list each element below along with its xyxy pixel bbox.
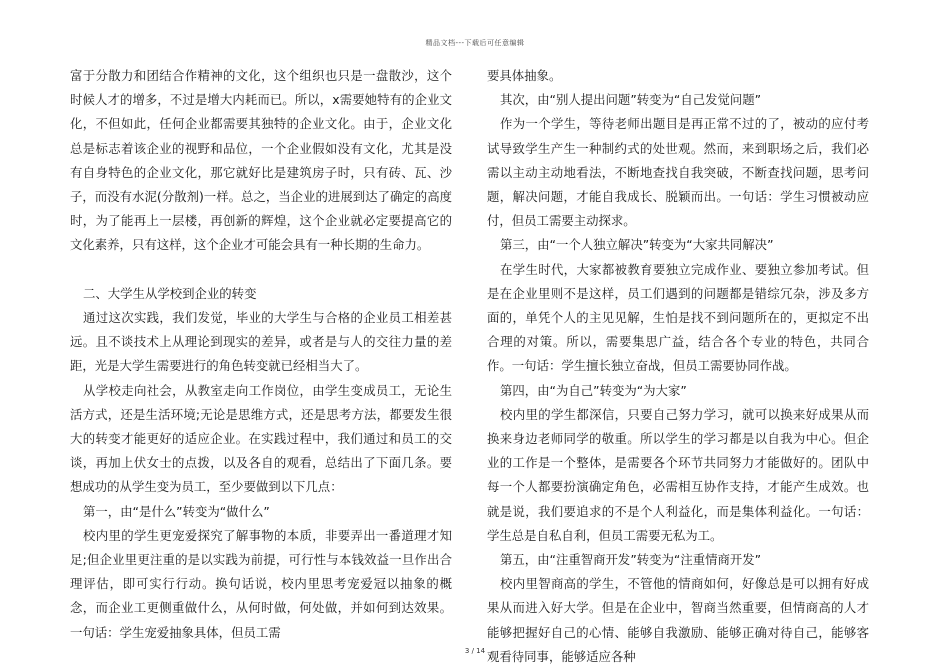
section-heading: 二、大学生从学校到企业的转变 xyxy=(83,285,257,301)
paragraph: 作为一个学生，等待老师出题目是再正常不过的了，被动的应付考试导致学生产生一种制约式的处世观。然而，来到职场之后，我们必需以主动主动地看法，不断地查找自我突破，不断查找问题，思考问题，解决问题，才能自我成长、脱颖而出。一句话：学生习惯被动应付，但员工需要主动探求。 xyxy=(487,116,869,229)
paragraph: 富于分散力和团结合作精神的文化，这个组织也只是一盘散沙，这个时候人才的增多，不过是增大内耗而已。所以，x需要她特有的企业文化，不但如此，任何企业都需要其独特的企业文化。由于，企业文化总是标志着该企业的视野和品位，一个企业假如没有文化，尤其是没有自身特色的企业文化，那它就好比是建筑房子时，只有砖、瓦、沙子，而没有水泥(分散剂)一样。总之，当企业的进展到达了确定的高度时，为了能再上一层楼，再创新的辉煌，这个企业就必定要提高它的文化素养，只有这样，这个企业才可能会具有一种长期的生命力。 xyxy=(70,68,452,253)
subheading: 第三，由“一个人独立解决”转变为“大家共同解决” xyxy=(500,237,774,253)
paragraph: 校内里的学生更宠爱探究了解事物的本质，非要弄出一番道理才知足;但企业里更注重的是以实践为前提，可行性与本钱效益一旦作出合理评估，即可实行行动。换句话说，校内里思考宠爱冠以抽象的概念，而企业工更侧重做什么，从何时做，何处做，并如何到达效果。一句话：学生宠爱抽象具体，但员工需 xyxy=(70,527,452,640)
subheading: 其次，由“别人提出问题”转变为“自己发觉问题” xyxy=(500,92,762,108)
subheading: 第五，由“注重智商开发”转变为“注重情商开发” xyxy=(500,552,762,568)
paragraph: 通过这次实践，我们发觉，毕业的大学生与合格的企业员工相差甚远。且不谈技术上从理论到现实的差异，或者是与人的交往力量的差距，光是大学生需要进行的角色转变就已经相当大了。 xyxy=(70,310,452,374)
paragraph-gap xyxy=(70,258,452,282)
page-number: 3 / 14 xyxy=(464,647,486,655)
paragraph: 要具体抽象。 xyxy=(487,68,562,83)
left-column xyxy=(70,64,452,645)
subheading: 第四，由“为自己”转变为“为大家” xyxy=(500,382,687,398)
paragraph: 校内里智商高的学生，不管他的情商如何，好像总是可以拥有好成果从而进入好大学。但是在企业中，智商当然重要，但情商高的人才能够把握好自己的心情、能够自我激励、能够正确对待自己，能够客观看待同事，能够适应各种 xyxy=(487,576,869,664)
subheading: 第一，由“是什么”转变为“做什么” xyxy=(83,503,270,519)
page-header: 精品文档---下载后可任意编辑 xyxy=(425,39,525,47)
paragraph: 从学校走向社会，从教室走向工作岗位，由学生变成员工，无论生活方式，还是生活环境;无论是思维方式，还是思考方法，都要发生很大的转变才能更好的适应企业。在实践过程中，我们通过和员工的交谈，再加上伏女士的点拨，以及各自的观看，总结出了下面几条。要想成功的从学生变为员工，至少要做到以下几点： xyxy=(70,382,452,495)
paragraph: 在学生时代，大家都被教育要独立完成作业、要独立参加考试。但是在企业里则不是这样，员工们遇到的问题都是错综冗杂，涉及多方面的，单凭个人的主见见解，生怕是找不到问题所在的，更拟定不出合理的对策。所以，需要集思广益，结合各个专业的特色，共同合作。一句话：学生擅长独立奋战，但员工需要协同作战。 xyxy=(487,261,869,374)
paragraph: 校内里的学生都深信，只要自己努力学习，就可以换来好成果从而换来身边老师同学的敬重。所以学生的学习都是以自我为中心。但企业的工作是一个整体，是需要各个环节共同努力才能做好的。团队中每一个人都要扮演确定角色，必需相互协作支持，才能产生成效。也就是说，我们要追求的不是个人利益化，而是集体利益化。一句话：学生总是自私自利，但员工需要无私为工。 xyxy=(487,406,869,543)
right-column xyxy=(487,64,869,669)
